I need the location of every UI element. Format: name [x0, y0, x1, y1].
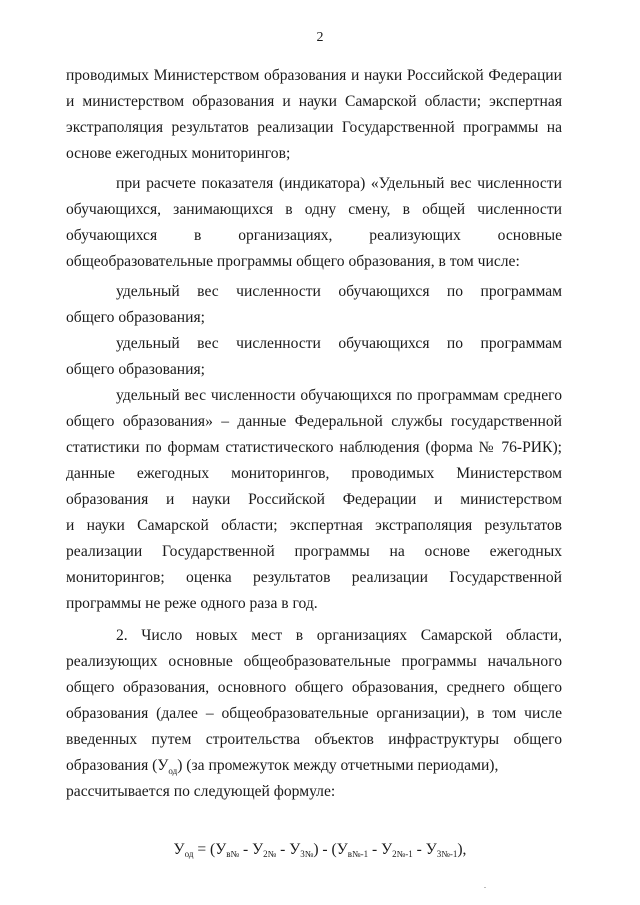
text-line: общего образования, основного общего образования, среднего общего [66, 679, 562, 696]
text-line: реализующих основные общеобразовательные программы начального [66, 653, 562, 670]
text-line: реализации Государственной программы на основе ежегодных [66, 543, 562, 560]
text-line: введенных путем строительства объектов инфраструктуры общего [66, 731, 562, 748]
formula-subscript: 3№ [300, 849, 314, 859]
text-line: программы не реже одного раза в год. [66, 595, 318, 612]
formula-text: = (У [193, 841, 227, 858]
text-line: обучающихся, занимающихся в одну смену, в общей численности [66, 201, 562, 218]
subscript: од [168, 766, 178, 777]
text-line: образования и науки Российской Федерации и министерством [66, 491, 562, 508]
text-line: при расчете показателя (индикатора) «Удельный вес численности [116, 175, 562, 192]
formula-text: - У [412, 841, 437, 858]
text-line: экстраполяция результатов реализации Государственной программы на [66, 119, 562, 136]
text-line: и науки Самарской области; экспертная экстраполяция результатов [66, 517, 562, 534]
text-line: основе ежегодных мониторингов; [66, 145, 291, 162]
text-line: общеобразовательные программы общего образования, в том числе: [66, 253, 520, 270]
text-line: статистики по формам статистического наблюдения (форма № 76-РИК); [66, 439, 562, 456]
formula-text: ) - (У [313, 841, 348, 858]
text-line: общего образования» – данные Федеральной службы государственной [66, 413, 562, 430]
text-line: и министерством образования и науки Самарской области; экспертная [66, 93, 562, 110]
formula-subscript: в№-1 [347, 849, 369, 859]
text-line: удельный вес численности обучающихся по программам [116, 283, 562, 300]
formula-subscript: од [184, 849, 194, 859]
formula-text: - У [239, 841, 264, 858]
formula-subscript: в№ [226, 849, 240, 859]
formula-subscript: 2№-1 [392, 849, 413, 859]
formula-text: ), [457, 841, 467, 858]
text-line: рассчитывается по следующей формуле: [66, 783, 336, 800]
formula-subscript: 3№-1 [436, 849, 458, 859]
text-line-with-subscript [66, 756, 562, 776]
formula-subscript: 2№ [263, 849, 277, 859]
text-line: образования (далее – общеобразовательные организации), в том числе [66, 705, 562, 722]
text-line: удельный вес численности обучающихся по программам среднего [116, 387, 562, 404]
text-line: данные ежегодных мониторингов, проводимых Министерством [66, 465, 562, 482]
text-line: общего образования; [66, 361, 205, 378]
line-part [66, 756, 498, 776]
text-line: обучающихся в организациях, реализующих основные [66, 227, 562, 244]
text-line: удельный вес численности обучающихся по программам [116, 335, 562, 352]
formula [0, 840, 640, 864]
formula-text: У [173, 841, 185, 858]
text-line: 2. Число новых мест в организациях Самарской области, [116, 627, 562, 644]
line-text: образования (У [66, 757, 169, 774]
page-number: 2 [316, 30, 324, 45]
scan-artifact [484, 887, 486, 888]
formula-text: - У [368, 841, 393, 858]
text-line: общего образования; [66, 309, 205, 326]
line-text: ) (за промежуток между отчетными периодами), [177, 757, 499, 774]
text-line: мониторингов; оценка результатов реализации Государственной [66, 569, 562, 586]
text-line: проводимых Министерством образования и науки Российской Федерации [66, 67, 562, 84]
formula-text: - У [276, 841, 301, 858]
